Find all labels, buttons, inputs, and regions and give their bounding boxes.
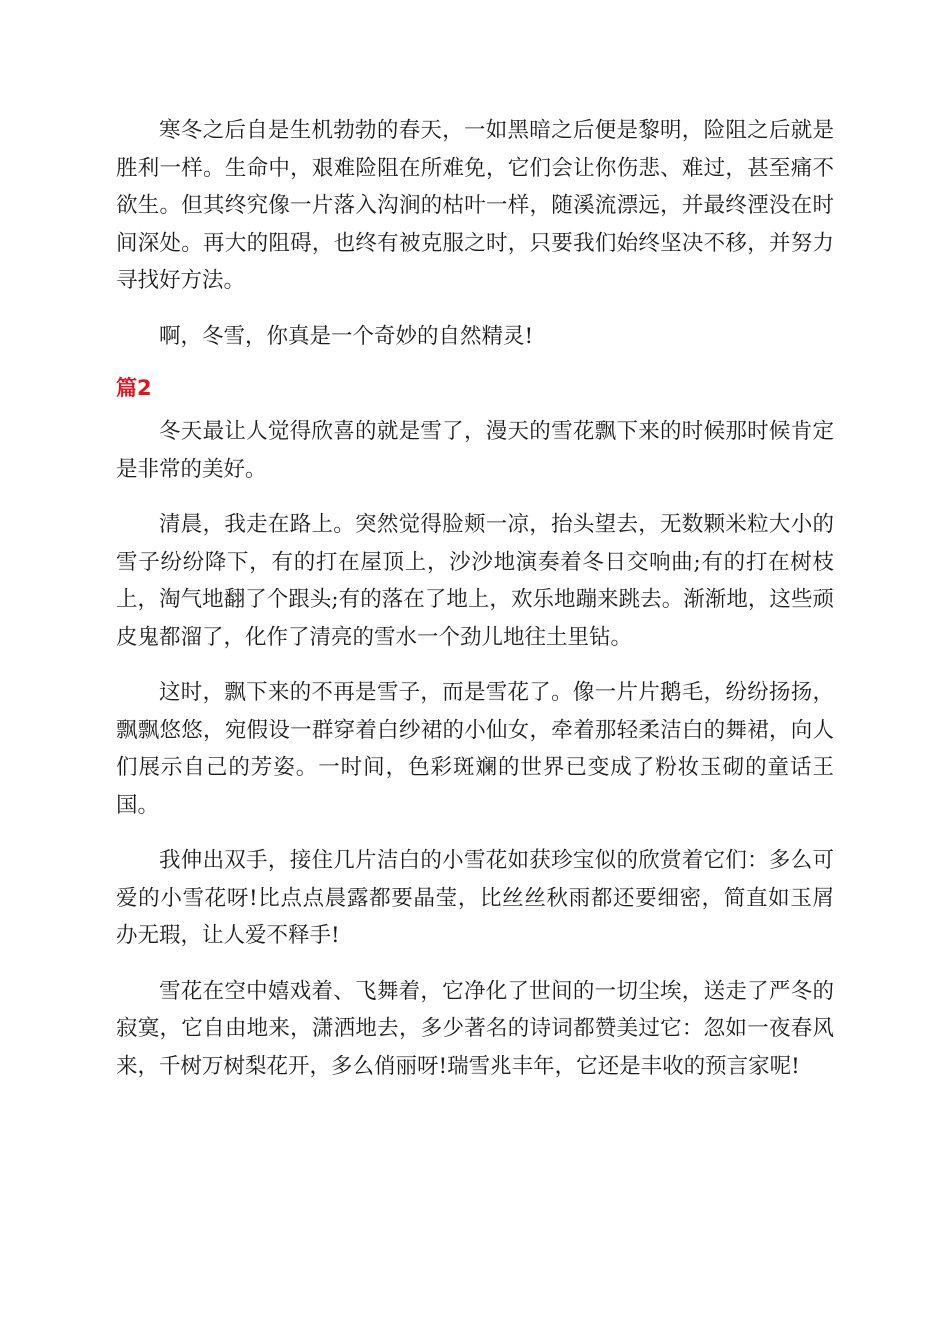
- paragraph: 寒冬之后自是生机勃勃的春天，一如黑暗之后便是黎明，险阻之后就是胜利一样。生命中，艰难险阻在所难免，它们会让你伤悲、难过，甚至痛不欲生。但其终究像一片落入沟涧的枯叶一样，随溪流漂远，并最终湮没在时间深处。再大的阻碍，也终有被克服之时，只要我们始终坚决不移，并努力寻找好方法。: [116, 118, 834, 293]
- section-heading: 篇2: [116, 376, 152, 400]
- paragraph: 清晨，我走在路上。突然觉得脸颊一凉，抬头望去，无数颗米粒大小的雪子纷纷降下，有的打在屋顶上，沙沙地演奏着冬日交响曲;有的打在树枝上，淘气地翻了个跟头;有的落在了地上，欢乐地蹦来跳去。渐渐地，这些顽皮鬼都溜了，化作了清亮的雪水一个劲儿地往土里钻。: [116, 512, 834, 650]
- paragraph: 这时，飘下来的不再是雪子，而是雪花了。像一片片鹅毛，纷纷扬扬，飘飘悠悠，宛假设一群穿着白纱裙的小仙女，牵着那轻柔洁白的舞裙，向人们展示自己的芳姿。一时间，色彩斑斓的世界已变成了粉妆玉砌的童话王国。: [116, 680, 834, 818]
- paragraph: 冬天最让人觉得欣喜的就是雪了，漫天的雪花飘下来的时候那时候肯定是非常的美好。: [116, 419, 834, 482]
- document-body: [116, 112, 834, 1103]
- paragraph: 雪花在空中嬉戏着、飞舞着，它净化了世间的一切尘埃，送走了严冬的寂寞，它自由地来，潇洒地去，多少著名的诗词都赞美过它：忽如一夜春风来，千树万树梨花开，多么俏丽呀!瑞雪兆丰年，它还是丰收的预言家呢!: [116, 978, 834, 1079]
- paragraph: 我伸出双手，接住几片洁白的小雪花如获珍宝似的欣赏着它们：多么可爱的小雪花呀!比点点晨露都要晶莹，比丝丝秋雨都还要细密，简直如玉屑办无瑕，让人爱不释手!: [116, 848, 834, 948]
- paragraph: 啊，冬雪，你真是一个奇妙的自然精灵!: [159, 323, 534, 349]
